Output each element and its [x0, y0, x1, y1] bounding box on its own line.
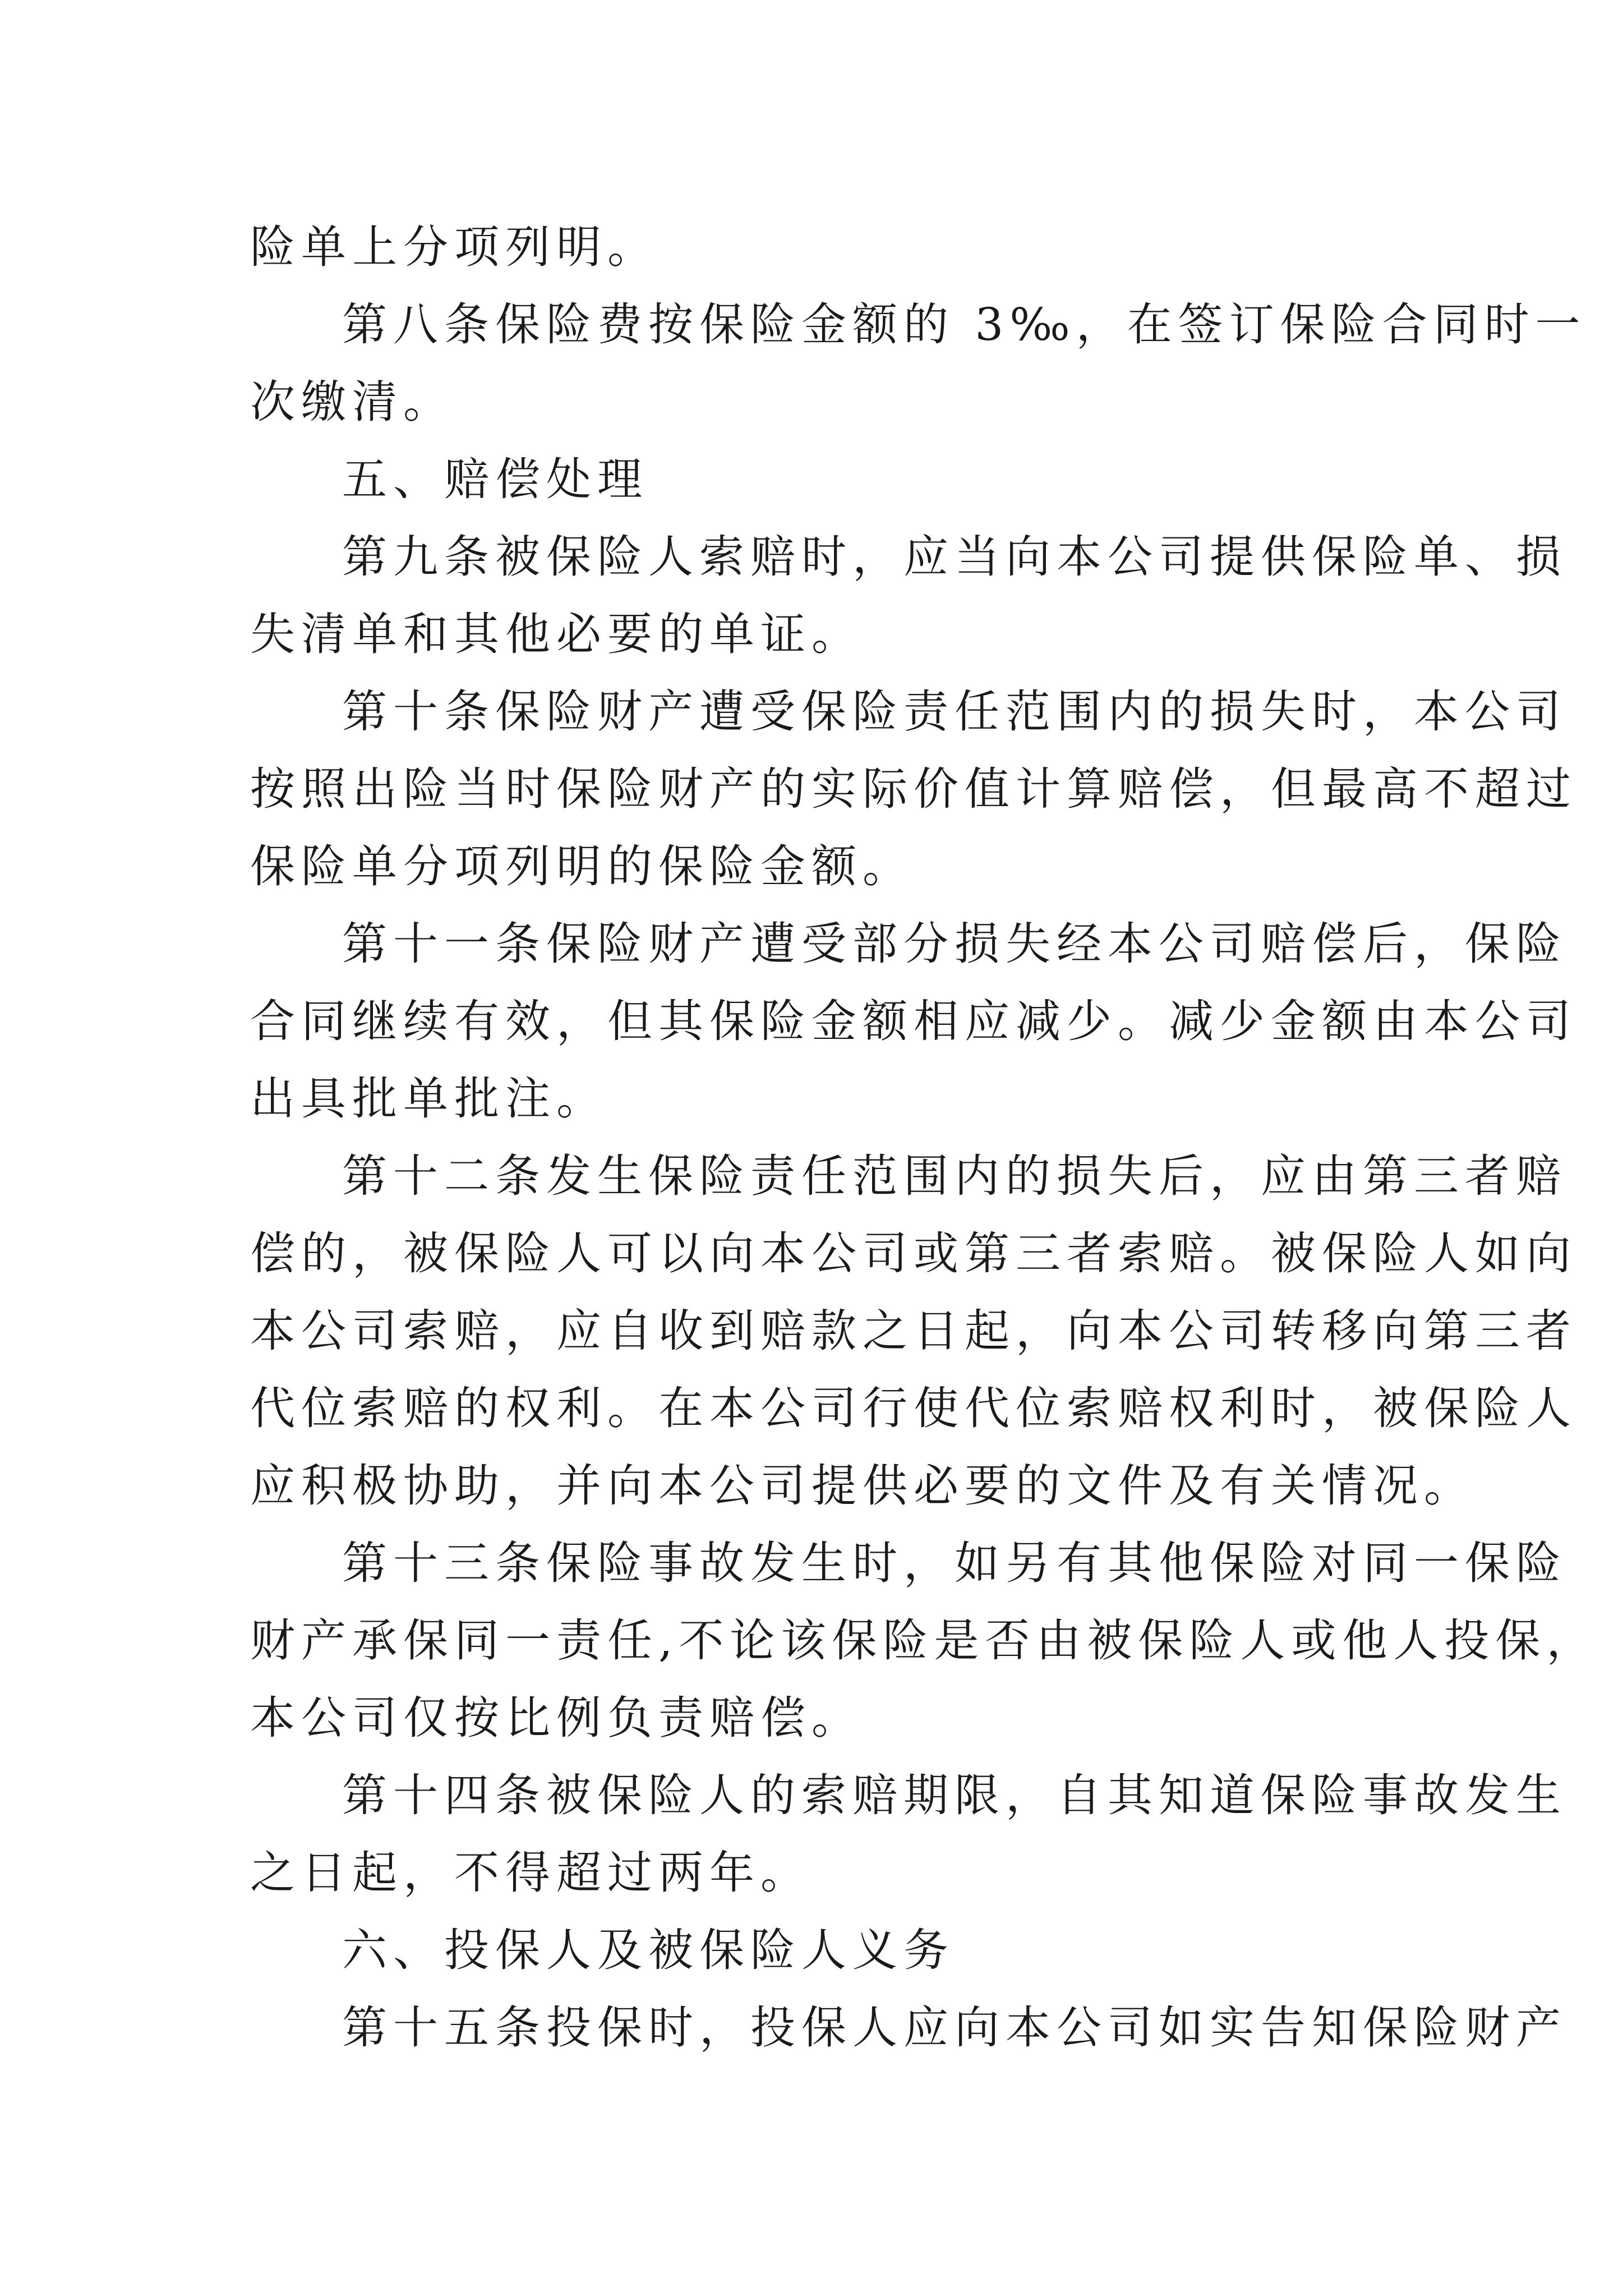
text-line: 合同继续有效，但其保险金额相应减少。减少金额由本公司: [250, 995, 1577, 1047]
document-body: [250, 209, 1598, 2067]
paragraph-article-11: [250, 905, 1577, 1138]
text-line: 五、赔偿处理: [342, 453, 648, 505]
text-line: 本公司索赔，应自收到赔款之日起，向本公司转移向第三者: [250, 1305, 1577, 1357]
paragraph-article-13: [250, 1525, 1598, 1757]
text-line: 出具批单批注。: [250, 1073, 607, 1125]
paragraph-article-8: [250, 286, 1587, 441]
text-line: 财产承保同一责任,不论该保险是否由被保险人或他人投保，: [250, 1614, 1598, 1667]
text-line: 险单上分项列明。: [250, 221, 658, 273]
text-line: 第十一条保险财产遭受部分损失经本公司赔偿后，保险: [342, 918, 1567, 970]
text-line: 六、投保人及被保险人义务: [342, 1924, 955, 1976]
paragraph-article-10: [250, 673, 1577, 905]
text-line: 第九条被保险人索赔时，应当向本公司提供保险单、损: [342, 531, 1567, 583]
text-line: 第十二条发生保险责任范围内的损失后，应由第三者赔: [342, 1150, 1567, 1202]
text-line: 次缴清。: [250, 376, 454, 428]
text-line: 保险单分项列明的保险金额。: [250, 840, 914, 892]
text-line: 按照出险当时保险财产的实际价值计算赔偿，但最高不超过: [250, 763, 1577, 815]
text-line: 偿的，被保险人可以向本公司或第三者索赔。被保险人如向: [250, 1227, 1577, 1280]
text-line: 第十条保险财产遭受保险责任范围内的损失时，本公司: [342, 685, 1567, 738]
paragraph-article-15: [250, 1989, 1567, 2067]
text-line: 失清单和其他必要的单证。: [250, 608, 863, 660]
paragraph-article-9: [250, 518, 1567, 673]
text-line: 第十四条被保险人的索赔期限，自其知道保险事故发生: [342, 1769, 1567, 1821]
text-line: 第十三条保险事故发生时，如另有其他保险对同一保险: [342, 1537, 1567, 1589]
section-heading-6: [250, 1912, 1389, 1989]
paragraph-article-12: [250, 1138, 1577, 1525]
text-line: 代位索赔的权利。在本公司行使代位索赔权利时，被保险人: [250, 1382, 1577, 1434]
text-line: 应积极协助，并向本公司提供必要的文件及有关情况。: [250, 1460, 1475, 1512]
paragraph-continuation: [250, 209, 1389, 286]
paragraph-article-14: [250, 1757, 1567, 1912]
text-line: 第八条保险费按保险金额的 3‰，在签订保险合同时一: [342, 298, 1587, 351]
section-heading-5: [250, 441, 1389, 518]
text-line: 本公司仅按比例负责赔偿。: [250, 1692, 863, 1744]
text-line: 第十五条投保时，投保人应向本公司如实告知保险财产: [342, 2001, 1567, 2054]
text-line: 之日起，不得超过两年。: [250, 1847, 811, 1899]
